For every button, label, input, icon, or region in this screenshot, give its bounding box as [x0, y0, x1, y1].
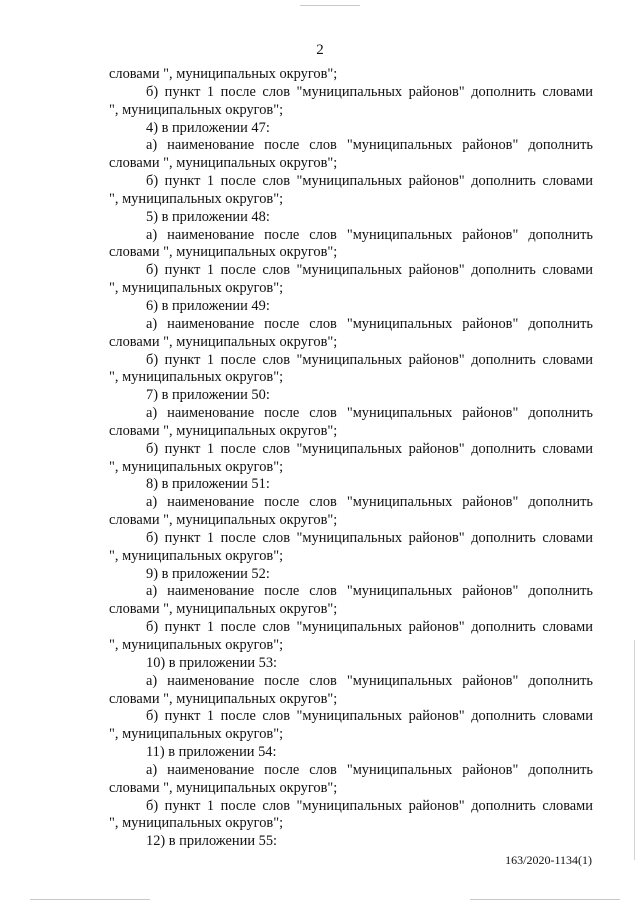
document-registration-code: 163/2020-1134(1)	[505, 853, 592, 867]
text-line: 6) в приложении 49:	[146, 297, 270, 314]
text-line: словами ", муниципальных округов";	[109, 66, 338, 82]
text-line: словами ", муниципальных округов";	[109, 244, 338, 261]
text-line: 11) в приложении 54:	[146, 744, 277, 761]
scan-artifact-bottom-left	[30, 899, 150, 900]
text-line: 4) в приложении 47:	[146, 119, 270, 136]
text-line: а) наименование после слов "муниципальных районов" дополнить	[146, 405, 593, 422]
text-line: 9) в приложении 52:	[146, 565, 270, 582]
scan-artifact-top	[300, 5, 360, 6]
text-line: б) пункт 1 после слов "муниципальных районов" дополнить словами	[146, 83, 593, 100]
text-line: 10) в приложении 53:	[146, 654, 278, 671]
text-line: а) наименование после слов "муниципальных районов" дополнить	[146, 494, 593, 511]
text-line: ", муниципальных округов";	[109, 369, 284, 386]
text-line: 8) в приложении 51:	[146, 476, 270, 493]
text-line: словами ", муниципальных округов";	[109, 512, 338, 529]
text-line: а) наименование после слов "муниципальных районов" дополнить	[146, 226, 593, 243]
text-line: словами ", муниципальных округов";	[109, 779, 338, 796]
text-line: а) наименование после слов "муниципальных районов" дополнить	[146, 583, 593, 600]
text-line: б) пункт 1 после слов "муниципальных районов" дополнить словами	[146, 262, 593, 279]
text-line: ", муниципальных округов";	[109, 815, 284, 832]
text-line: б) пункт 1 после слов "муниципальных районов" дополнить словами	[146, 440, 593, 457]
text-line: ", муниципальных округов";	[109, 101, 284, 118]
text-line: словами ", муниципальных округов";	[109, 601, 338, 618]
scan-artifact-bottom-right	[470, 899, 620, 900]
page-number: 2	[316, 42, 324, 58]
text-line: ", муниципальных округов";	[109, 190, 284, 207]
text-line: а) наименование после слов "муниципальных районов" дополнить	[146, 761, 593, 778]
text-line: б) пункт 1 после слов "муниципальных районов" дополнить словами	[146, 529, 593, 546]
text-line: б) пункт 1 после слов "муниципальных районов" дополнить словами	[146, 708, 593, 725]
text-line: а) наименование после слов "муниципальных районов" дополнить	[146, 315, 593, 332]
text-line: а) наименование после слов "муниципальных районов" дополнить	[146, 672, 593, 689]
text-line: б) пункт 1 после слов "муниципальных районов" дополнить словами	[146, 619, 593, 636]
text-line: ", муниципальных округов";	[109, 547, 284, 564]
text-line: ", муниципальных округов";	[109, 726, 284, 743]
scan-artifact-right-edge	[634, 640, 635, 860]
text-line: ", муниципальных округов";	[109, 280, 284, 297]
text-line: словами ", муниципальных округов";	[109, 155, 338, 172]
text-line: 7) в приложении 50:	[146, 387, 270, 404]
text-line: словами ", муниципальных округов";	[109, 333, 338, 350]
text-line: а) наименование после слов "муниципальных районов" дополнить	[146, 137, 593, 154]
text-line: ", муниципальных округов";	[109, 637, 284, 653]
text-line: словами ", муниципальных округов";	[109, 422, 338, 439]
text-line: 5) в приложении 48:	[146, 208, 270, 225]
text-line: б) пункт 1 после слов "муниципальных районов" дополнить словами	[146, 797, 593, 814]
text-line: б) пункт 1 после слов "муниципальных районов" дополнить словами	[146, 351, 593, 368]
text-line: ", муниципальных округов";	[109, 458, 284, 475]
document-body	[109, 66, 593, 851]
text-line: 12) в приложении 55:	[146, 833, 278, 850]
text-line: б) пункт 1 после слов "муниципальных районов" дополнить словами	[146, 173, 593, 190]
text-line: словами ", муниципальных округов";	[109, 690, 338, 707]
